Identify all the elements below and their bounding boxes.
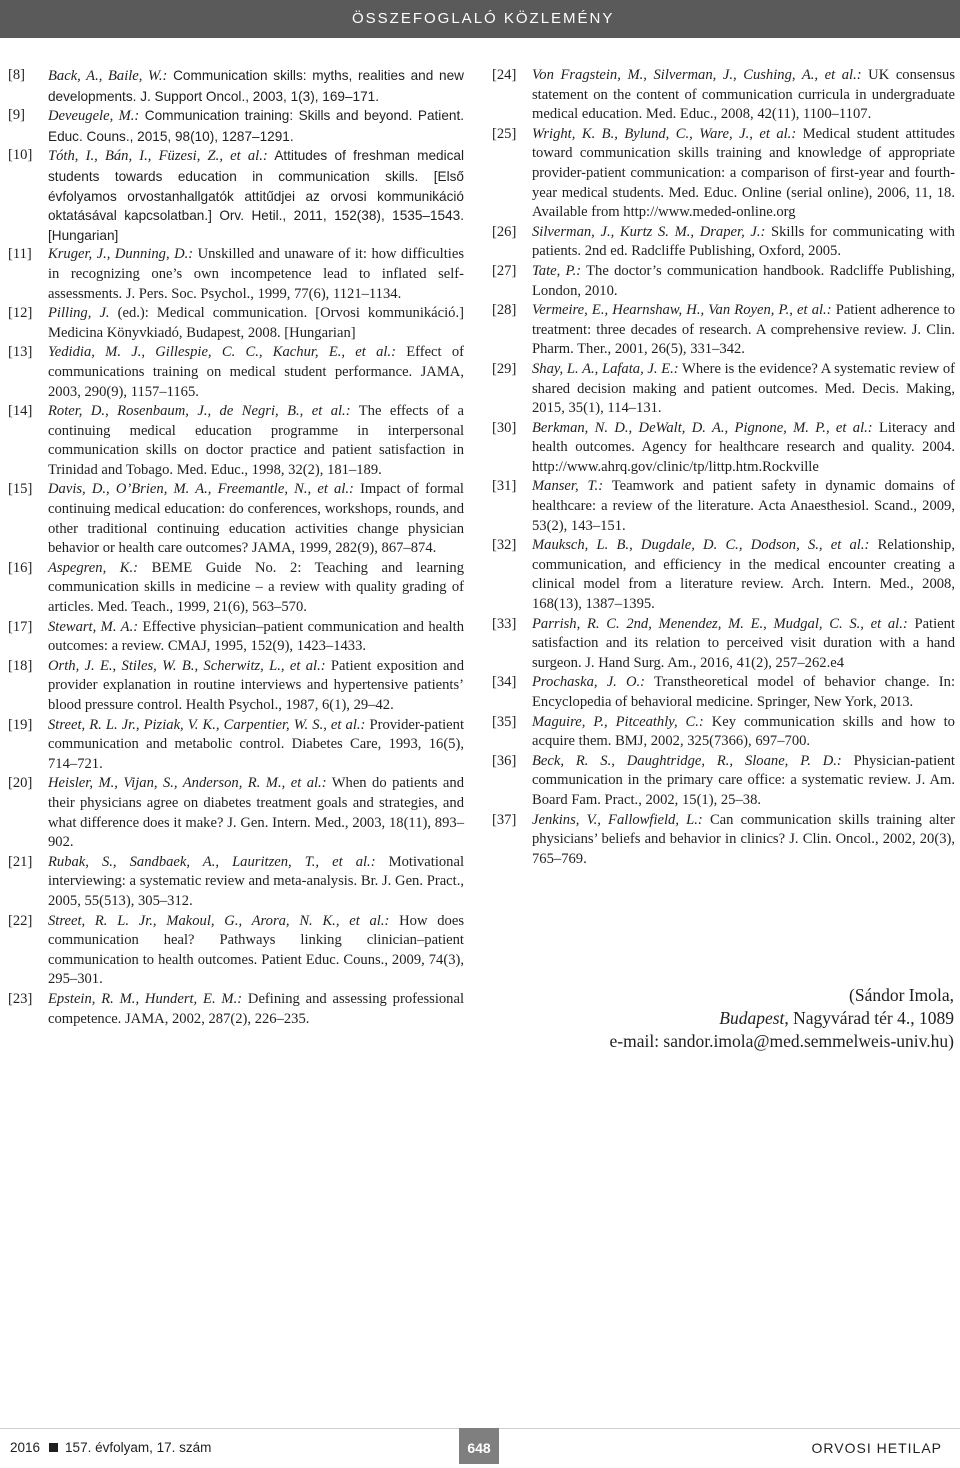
reference-text: Can communication skills training alter physicians’ beliefs and behavior in clinics? J. Clin. Oncol., 2002, 20(3), 765–769. [532,811,955,867]
reference-authors: Manser, T.: [532,478,604,495]
footer-issue-info [10,1440,211,1455]
reference-item [492,125,955,223]
reference-number: [30] [492,419,517,436]
reference-text: When do patients and their physicians agree on diabetes treatment goals and strategies, and what difference does it make? J. Gen. Intern. Med., 2003, 18(11), 893–902. [48,775,465,851]
reference-text: Where is the evidence? A systematic review of shared decision making and patient outcomes. Med. Decis. Making, 2015, 35(1), 114–131. [532,360,955,417]
reference-authors: Deveugele, M.: [48,108,140,125]
square-bullet-icon [49,1443,58,1452]
header-band [0,0,960,38]
reference-item [492,752,955,811]
reference-text: Patient satisfaction and its relation to perceived visit duration with a hand surgeon. J. Hand Surg. Am., 2016, 41(2), 257–262.e4 [532,615,955,671]
reference-authors: Silverman, J., Kurtz S. M., Draper, J.: [532,223,766,240]
reference-authors: Berkman, N. D., DeWalt, D. A., Pignone, M. P., et al.: [532,419,873,436]
reference-authors: Rubak, S., Sandbaek, A., Lauritzen, T., et al.: [48,853,376,870]
reference-authors: Pilling, J. [48,305,110,322]
reference-number: [27] [492,262,517,279]
reference-authors: Street, R. L. Jr., Makoul, G., Arora, N. K., et al.: [48,912,390,929]
reference-text: Communication training: Skills and beyond. Patient. Educ. Couns., 2015, 98(10), 1287–1291. [48,108,464,144]
reference-item [8,106,464,146]
reference-authors: Tate, P.: [532,262,582,279]
reference-item [8,912,464,990]
reference-text: The doctor’s communication handbook. Radcliffe Publishing, London, 2010. [532,262,956,299]
reference-authors: Aspegren, K.: [48,559,139,576]
reference-item [492,477,955,536]
signature-email: e-mail: sandor.imola@med.semmelweis-univ.hu) [609,1031,954,1051]
signature-city: Budapest [719,1008,785,1028]
reference-authors: Parrish, R. C. 2nd, Menendez, M. E., Mudgal, C. S., et al.: [532,615,908,632]
signature-address [494,1007,954,1030]
reference-item [492,811,955,870]
author-signature [494,984,954,1053]
reference-authors: Shay, L. A., Lafata, J. E.: [532,360,679,377]
reference-authors: Heisler, M., Vijan, S., Anderson, R. M., et al.: [48,775,327,792]
reference-number: [33] [492,615,517,632]
reference-text: Transtheoretical model of behavior change. In: Encyclopedia of behavioral medicine. Springer, New York, 2013. [532,674,955,710]
reference-number: [19] [8,716,33,733]
reference-text: Medical student attitudes toward communication skills training and knowledge of appropriate provider-patient communication: a comparison of first-year and fourth-year medical students. Med. Educ. Online (serial online), 2006, 11, 18. Available from http://www.meded-online.org [532,125,955,221]
reference-number: [11] [8,246,32,263]
section-title: ÖSSZEFOGLALÓ KÖZLEMÉNY [352,10,615,27]
reference-authors: Wright, K. B., Bylund, C., Ware, J., et al.: [532,125,797,142]
reference-authors: Back, A., Baile, W.: [48,68,168,84]
reference-number: [28] [492,302,517,319]
reference-item [8,343,464,402]
reference-text: Relationship, communication, and efficiency in the medical encounter creating a clinical model from a literature review. Arch. Intern. Med., 2008, 168(13), 1387–1395. [532,537,955,613]
reference-authors: Davis, D., O’Brien, M. A., Freemantle, N., et al.: [48,481,354,498]
reference-authors: Mauksch, L. B., Dugdale, D. C., Dodson, S., et al.: [532,537,870,554]
reference-number: [37] [492,811,517,828]
reference-number: [13] [8,344,33,361]
reference-text: Defining and assessing professional competence. JAMA, 2002, 287(2), 226–235. [48,990,464,1027]
reference-item [8,618,464,657]
reference-number: [10] [8,147,33,164]
reference-item [492,536,955,614]
reference-number: [25] [492,125,517,142]
reference-item [8,657,464,716]
reference-number: [29] [492,360,517,377]
reference-item [8,480,464,558]
reference-number: [31] [492,478,517,495]
reference-number: [35] [492,713,517,730]
reference-authors: Orth, J. E., Stiles, W. B., Scherwitz, L., et al.: [48,657,326,674]
reference-text: The effects of a continuing medical education programme in interpersonal communication skills on doctor practice and patient satisfaction in Trinidad and Tobago. Med. Educ., 1998, 32(2), 181–189. [48,403,465,478]
reference-authors: Roter, D., Rosenbaum, J., de Negri, B., et al.: [48,403,351,420]
reference-item [492,262,955,301]
reference-text: Patient exposition and provider explanation in routine interviews and hypertensive patients’ blood pressure control. Health Psychol., 1987, 6(1), 29–42. [48,657,464,713]
reference-number: [26] [492,223,517,240]
reference-authors: Tóth, I., Bán, I., Füzesi, Z., et al.: [48,148,268,165]
reference-number: [32] [492,537,517,554]
reference-number: [36] [492,752,517,769]
reference-item [492,673,955,712]
reference-item [8,402,464,480]
references-left-column [8,66,464,1029]
reference-item [492,713,955,752]
reference-number: [12] [8,305,33,322]
reference-item [492,615,955,674]
reference-authors: Beck, R. S., Daughtridge, R., Sloane, P. D.: [532,752,842,769]
reference-text: Motivational interviewing: a systematic review and meta-analysis. Br. J. Gen. Pract., 2005, 55(513), 305–312. [48,853,465,909]
reference-item [8,990,464,1029]
reference-text: Physician-patient communication in the primary care office: a systematic review. J. Am. Board Fam. Pract., 2002, 15(1), 25–38. [532,752,955,808]
reference-text: Impact of formal continuing medical education: do conferences, workshops, rounds, and other traditional continuing education activities change physician behavior or health care outcomes? JAMA, 1999, 282(9), 867–874. [48,481,464,557]
signature-address-rest: , Nagyvárad tér 4., 1089 [784,1008,954,1028]
reference-number: [24] [492,67,517,83]
reference-text: Skills for communicating with patients. 2nd ed. Radcliffe Publishing, Oxford, 2005. [532,223,955,260]
reference-text: (ed.): Medical communication. [Orvosi kommunikáció.] Medicina Könyvkiadó, Budapest, 2008. [Hungarian] [48,305,464,341]
reference-number: [15] [8,481,33,498]
footer-year: 2016 [10,1440,41,1455]
signature-name: (Sándor Imola, [849,985,954,1005]
reference-item [8,146,464,245]
reference-number: [17] [8,618,33,635]
reference-item [8,559,464,618]
reference-number: [22] [8,912,33,929]
reference-number: [18] [8,657,33,674]
reference-text: Effect of communications training on medical student performance. JAMA, 2003, 290(9), 1157–1165. [48,344,464,400]
reference-authors: Stewart, M. A.: [48,618,139,635]
reference-authors: Epstein, R. M., Hundert, E. M.: [48,990,243,1007]
reference-item [8,304,464,343]
reference-text: Key communication skills and how to acquire them. BMJ, 2002, 325(7366), 697–700. [532,713,955,750]
reference-item [492,419,955,478]
reference-authors: Jenkins, V., Fallowfield, L.: [532,811,703,828]
reference-text: Attitudes of freshman medical students towards education in communication skills. [Első évfolyamos orvostanhallgatók attitűdjei az orvosi kommunikáció oktatásával kapcsolatban.] Orv. Hetil., 2011, 152(38), 1535–1543. [Hungarian] [48,148,464,243]
reference-text: Teamwork and patient safety in dynamic domains of healthcare: a review of the literature. Acta Anaesthesiol. Scand., 2009, 53(2), 143–151. [532,478,955,534]
reference-number: [23] [8,990,33,1007]
footer-issue: 157. évfolyam, 17. szám [65,1440,212,1455]
reference-text: How does communication heal? Pathways linking clinician–patient communication to health outcomes. Patient Educ. Couns., 2009, 74(3), 295–301. [48,912,464,988]
reference-item [492,223,955,262]
reference-item [492,66,955,125]
reference-number: [21] [8,853,33,870]
page-number-badge: 648 [459,1428,499,1464]
reference-text: Literacy and health outcomes. Agency for healthcare research and quality. 2004. http://www.ahrq.gov/clinic/tp/littp.htm.Rockville [532,419,955,475]
reference-number: [14] [8,403,33,420]
reference-authors: Yedidia, M. J., Gillespie, C. C., Kachur, E., et al.: [48,344,396,361]
reference-item [8,245,464,304]
reference-number: [16] [8,559,33,576]
reference-text: Effective physician–patient communication and health outcomes: a review. CMAJ, 1995, 152(9), 1423–1433. [48,618,464,655]
reference-authors: Von Fragstein, M., Silverman, J., Cushing, A., et al.: [532,67,862,83]
reference-number: [8] [8,67,26,83]
reference-item [492,301,955,360]
reference-item [492,360,955,419]
reference-number: [34] [492,674,517,691]
reference-number: [20] [8,775,33,792]
reference-authors: Prochaska, J. O.: [532,674,646,691]
reference-item [8,716,464,775]
reference-number: [9] [8,107,26,124]
reference-authors: Street, R. L. Jr., Piziak, V. K., Carpentier, W. S., et al.: [48,716,366,733]
reference-authors: Kruger, J., Dunning, D.: [48,246,194,263]
journal-name: ORVOSI HETILAP [811,1440,942,1456]
reference-text: Provider-patient communication and metabolic control. Diabetes Care, 1993, 16(5), 714–721. [48,716,465,772]
reference-authors: Maguire, P., Pitceathly, C.: [532,713,704,730]
reference-authors: Vermeire, E., Hearnshaw, H., Van Royen, P., et al.: [532,302,832,319]
reference-item [8,774,464,852]
reference-item [8,853,464,912]
reference-text: Communication skills: myths, realities and new developments. J. Support Oncol., 2003, 1(3), 169–171. [48,68,464,104]
references-right-column [492,66,955,869]
reference-text: UK consensus statement on the content of communication curricula in undergraduate medical education. Med. Educ., 2008, 42(11), 1100–1107. [532,67,956,123]
reference-item [8,66,464,106]
reference-text: Patient adherence to treatment: three decades of research. A comprehensive review. J. Clin. Pharm. Ther., 2001, 26(5), 331–342. [532,302,956,358]
reference-text: Unskilled and unaware of it: how difficulties in recognizing one’s own incompetence lead to inflated self-assessments. J. Pers. Soc. Psychol., 1999, 77(6), 1121–1134. [48,246,464,302]
reference-text: BEME Guide No. 2: Teaching and learning communication skills in medicine – a review with quality grading of articles. Med. Teach., 1999, 21(6), 563–570. [48,559,464,616]
